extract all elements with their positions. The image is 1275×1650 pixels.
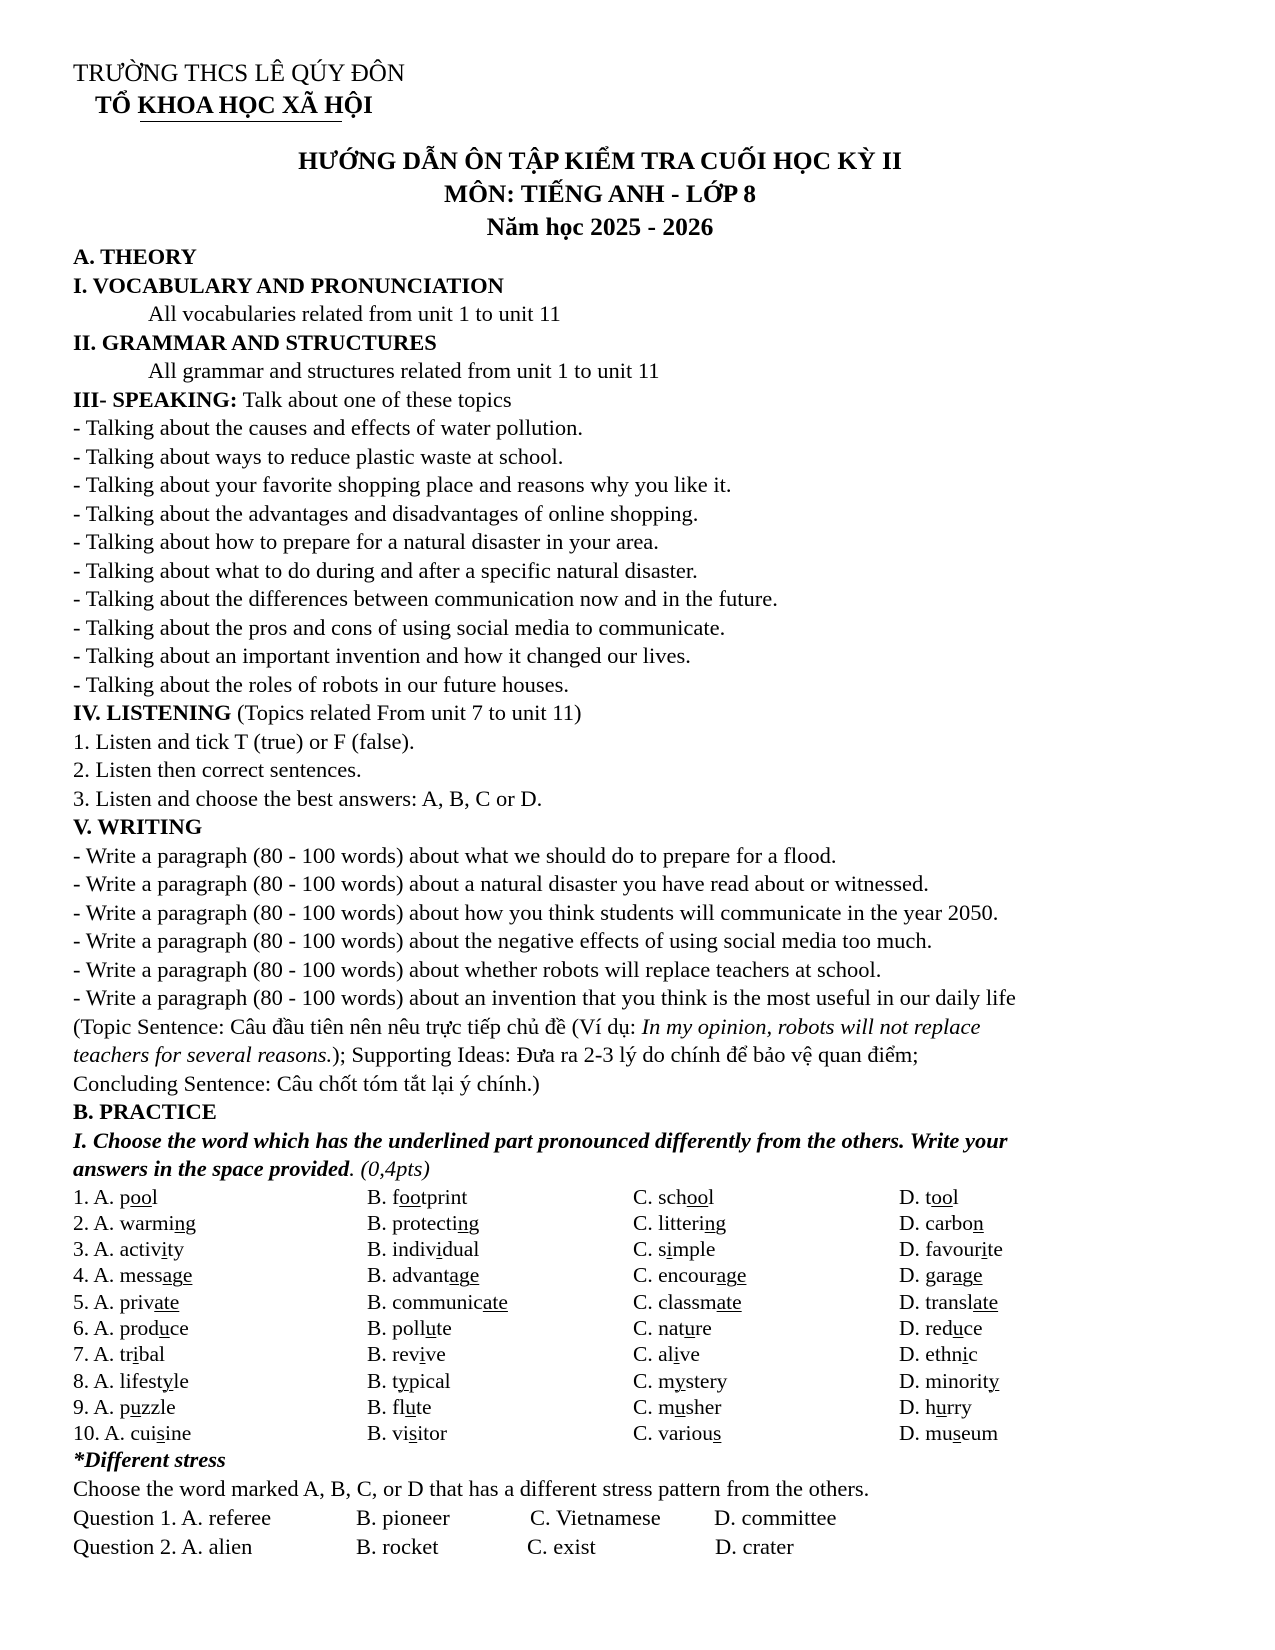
section-theory-heading: A. THEORY (73, 244, 197, 269)
stress-option: B. rocket (356, 1534, 439, 1560)
underlined-sound: oo (130, 1184, 152, 1209)
option-text: D. minorit (899, 1368, 989, 1393)
answer-option (73, 1368, 367, 1394)
option-text-end: c (968, 1342, 978, 1367)
answer-option (73, 1236, 367, 1262)
underlined-sound: ate (973, 1289, 999, 1314)
underlined-sound: ng (174, 1210, 197, 1235)
option-text: B. f (367, 1184, 400, 1209)
underlined-sound: i (132, 1342, 139, 1367)
pronunciation-question-row (73, 1289, 1213, 1315)
underlined-sound: oo (399, 1184, 421, 1209)
underlined-sound: i (161, 1237, 168, 1262)
underlined-sound: u (684, 1315, 696, 1340)
underlined-sound: age (952, 1263, 983, 1288)
option-text: 1. A. p (73, 1184, 131, 1209)
practice-part1-points: . (0,4pts) (349, 1156, 430, 1181)
writing-note-line-1 (73, 1013, 1213, 1042)
option-text: B. rev (367, 1342, 420, 1367)
answer-option (899, 1210, 984, 1236)
writing-task-list (73, 842, 1213, 1013)
listening-task-list (73, 728, 1213, 814)
underlined-sound: u (405, 1394, 416, 1419)
option-text: C. m (633, 1368, 675, 1393)
option-text: 8. A. lifest (73, 1368, 163, 1393)
section-practice-heading: B. PRACTICE (73, 1099, 217, 1124)
answer-option (367, 1210, 633, 1236)
pronunciation-question-row (73, 1420, 1213, 1446)
underlined-sound: s (156, 1421, 165, 1446)
writing-note-example-end: teachers for several reasons. (73, 1042, 333, 1067)
option-text-end: rry (946, 1394, 972, 1419)
option-text: C. variou (633, 1421, 714, 1446)
option-text: D. ethn (899, 1342, 963, 1367)
speaking-topic: - Talking about your favorite shopping place and reasons why you like it. (73, 472, 732, 497)
document-page (73, 58, 1213, 1561)
underlined-sound: i (673, 1342, 680, 1367)
speaking-heading-line (73, 386, 1213, 415)
answer-option (367, 1289, 633, 1315)
option-text: B. poll (367, 1315, 426, 1340)
underlined-sound: y (398, 1368, 409, 1393)
underlined-sound: ate (482, 1289, 508, 1314)
option-text-end: ve (425, 1342, 446, 1367)
listening-intro: (Topics related From unit 7 to unit 11) (231, 700, 582, 725)
option-text-end: le (173, 1368, 189, 1393)
writing-note-text: (Topic Sentence: Câu đầu tiên nên nêu trực tiếp chủ đề (Ví dụ: (73, 1013, 642, 1039)
stress-question-row (73, 1503, 1213, 1532)
listening-task: 1. Listen and tick T (true) or F (false). (73, 728, 415, 754)
writing-task: - Write a paragraph (80 - 100 words) about whether robots will replace teachers at school. (73, 956, 882, 982)
vocab-text: All vocabularies related from unit 1 to unit 11 (148, 301, 561, 326)
answer-option (633, 1341, 899, 1367)
answer-option (367, 1341, 633, 1367)
option-text-end: ty (167, 1237, 185, 1262)
option-text-end: ve (679, 1342, 700, 1367)
option-text-end: tprint (420, 1184, 468, 1209)
option-text-end: zzle (141, 1394, 176, 1419)
option-text: D. h (899, 1394, 937, 1419)
speaking-topic: - Talking about the advantages and disadvantages of online shopping. (73, 500, 699, 526)
listening-task: 2. Listen then correct sentences. (73, 757, 362, 782)
option-text: B. vi (367, 1421, 409, 1446)
practice-part1-title-line2 (73, 1155, 1213, 1184)
option-text-end: l (151, 1184, 158, 1209)
option-text-end: eum (961, 1421, 999, 1446)
option-text: 4. A. mess (73, 1263, 163, 1288)
writing-heading: V. WRITING (73, 814, 203, 839)
writing-task: - Write a paragraph (80 - 100 words) about the negative effects of using social media too much. (73, 928, 933, 953)
answer-option (633, 1289, 899, 1315)
pronunciation-question-row (73, 1315, 1213, 1341)
answer-option (367, 1420, 633, 1446)
underlined-sound: u (952, 1315, 964, 1340)
answer-option (633, 1394, 899, 1420)
pronunciation-question-row (73, 1184, 1213, 1210)
answer-option (633, 1262, 899, 1288)
underlined-sound: i (436, 1237, 443, 1262)
option-text: D. transl (899, 1289, 974, 1314)
speaking-topic: - Talking about an important invention and how it changed our lives. (73, 643, 691, 668)
option-text-end: ce (963, 1315, 983, 1340)
speaking-topic: - Talking about the causes and effects of water pollution. (73, 415, 583, 440)
practice-part1-title-end: answers in the space provided (73, 1156, 350, 1181)
option-text: C. al (633, 1342, 674, 1367)
stress-heading: *Different stress (73, 1447, 226, 1473)
department-name: TỔ KHOA HỌC XÃ HỘI (95, 92, 373, 119)
option-text: 7. A. tr (73, 1342, 133, 1367)
underlined-sound: oo (931, 1184, 953, 1209)
underlined-sound: ng (704, 1210, 727, 1235)
option-text: C. s (633, 1237, 667, 1262)
writing-note-supporting: ); Supporting Ideas: Đưa ra 2-3 lý do chính để bảo vệ quan điểm; (332, 1042, 919, 1067)
option-text: D. favour (899, 1237, 982, 1262)
school-name: TRƯỜNG THCS LÊ QÚY ĐÔN (73, 60, 405, 87)
option-text: 6. A. prod (73, 1315, 159, 1340)
pronunciation-question-row (73, 1341, 1213, 1367)
answer-option (73, 1262, 367, 1288)
option-text-end: itor (417, 1421, 448, 1446)
underlined-sound: y (988, 1368, 1000, 1393)
underlined-sound: u (130, 1394, 142, 1419)
option-text-end: pical (408, 1368, 451, 1393)
answer-option (73, 1210, 367, 1236)
writing-task: - Write a paragraph (80 - 100 words) about an invention that you think is the most useful in our daily life (73, 985, 1016, 1010)
underlined-sound: u (425, 1315, 437, 1340)
underlined-sound: i (419, 1342, 426, 1367)
answer-option (367, 1184, 633, 1210)
writing-note-example: In my opinion, robots will not replace (641, 1013, 981, 1039)
answer-option (899, 1368, 999, 1394)
option-text-end: dual (442, 1237, 480, 1262)
speaking-topic: - Talking about how to prepare for a natural disaster in your area. (73, 529, 659, 554)
underlined-sound: s (408, 1421, 418, 1446)
underlined-sound: u (674, 1394, 686, 1419)
answer-option (899, 1236, 1003, 1262)
stress-option: C. Vietnamese (530, 1505, 661, 1531)
option-text: C. classm (633, 1289, 717, 1314)
writing-note-line-3: Concluding Sentence: Câu chốt tóm tắt lại ý chính.) (73, 1070, 540, 1096)
option-text: B. indiv (367, 1237, 437, 1262)
vocab-heading: I. VOCABULARY AND PRONUNCIATION (73, 272, 504, 298)
speaking-intro: Talk about one of these topics (237, 386, 512, 412)
answer-option (367, 1236, 633, 1262)
option-text-end: te (436, 1315, 452, 1340)
answer-option (73, 1184, 367, 1210)
stress-question-row (73, 1532, 1213, 1561)
option-text: C. encour (633, 1263, 717, 1288)
option-text: C. nat (633, 1315, 685, 1340)
answer-option (367, 1262, 633, 1288)
option-text: B. protecti (367, 1210, 458, 1235)
answer-option (73, 1394, 367, 1420)
answer-option (633, 1420, 899, 1446)
underlined-sound: age (162, 1263, 193, 1288)
listening-heading-line (73, 699, 1213, 728)
underlined-sound: oo (686, 1184, 709, 1209)
underlined-sound: y (162, 1368, 174, 1393)
option-text-end: sher (685, 1394, 722, 1419)
answer-option (899, 1184, 959, 1210)
practice-part1-title: I. Choose the word which has the underlined part pronounced differently from the others. Write your (73, 1127, 1008, 1153)
underlined-sound: ng (457, 1210, 480, 1235)
answer-option (899, 1262, 983, 1288)
answer-option (73, 1341, 367, 1367)
option-text: C. litteri (633, 1210, 705, 1235)
option-text: 2. A. warmi (73, 1210, 175, 1235)
answer-option (899, 1289, 998, 1315)
option-text-end: mple (672, 1237, 716, 1262)
option-text-end: bal (138, 1342, 165, 1367)
option-text: C. sch (633, 1184, 687, 1209)
answer-option (73, 1420, 367, 1446)
answer-option (633, 1315, 899, 1341)
speaking-heading: III- SPEAKING: (73, 386, 238, 412)
option-text: D. red (899, 1315, 953, 1340)
answer-option (73, 1315, 367, 1341)
speaking-topic: - Talking about ways to reduce plastic waste at school. (73, 443, 564, 469)
pronunciation-question-row (73, 1210, 1213, 1236)
option-text: B. t (367, 1368, 399, 1393)
option-text-end: l (708, 1184, 715, 1209)
stress-option: D. crater (715, 1534, 794, 1560)
option-text: D. mu (899, 1421, 953, 1446)
answer-option (633, 1210, 899, 1236)
option-text-end: te (987, 1237, 1003, 1262)
underlined-sound: s (952, 1421, 962, 1446)
option-text: 9. A. p (73, 1394, 131, 1419)
pronunciation-question-table (73, 1184, 1213, 1447)
underlined-sound: i (981, 1237, 988, 1262)
pronunciation-question-row (73, 1236, 1213, 1262)
option-text: B. fl (367, 1394, 406, 1419)
writing-task: - Write a paragraph (80 - 100 words) about what we should do to prepare for a flood. (73, 842, 837, 868)
option-text: 5. A. priv (73, 1289, 155, 1314)
writing-task: - Write a paragraph (80 - 100 words) about a natural disaster you have read about or witnessed. (73, 871, 929, 896)
listening-task: 3. Listen and choose the best answers: A, B, C or D. (73, 785, 543, 811)
option-text: D. gar (899, 1263, 953, 1288)
answer-option (899, 1394, 972, 1420)
option-text-end: ce (169, 1315, 189, 1340)
option-text: B. communic (367, 1289, 483, 1314)
underlined-sound: i (666, 1237, 673, 1262)
answer-option (899, 1341, 978, 1367)
underlined-sound: ate (154, 1289, 180, 1314)
option-text: 10. A. cui (73, 1421, 157, 1446)
option-text: D. carbo (899, 1210, 974, 1235)
stress-option: Question 2. A. alien (73, 1534, 253, 1560)
option-text: C. m (633, 1394, 675, 1419)
option-text-end: l (952, 1184, 959, 1209)
stress-option: C. exist (527, 1534, 596, 1560)
underlined-sound: i (962, 1342, 969, 1367)
writing-note-line-2 (73, 1041, 1213, 1070)
answer-option (633, 1368, 899, 1394)
underlined-sound: u (936, 1394, 947, 1419)
answer-option (899, 1420, 998, 1446)
speaking-topic: - Talking about what to do during and after a specific natural disaster. (73, 557, 698, 583)
option-text: D. t (899, 1184, 932, 1209)
option-text: 3. A. activ (73, 1237, 162, 1262)
listening-heading: IV. LISTENING (73, 700, 232, 725)
answer-option (367, 1394, 633, 1420)
option-text-end: re (695, 1315, 712, 1340)
doc-school-year: Năm học 2025 - 2026 (486, 212, 714, 241)
grammar-text: All grammar and structures related from unit 1 to unit 11 (148, 358, 660, 383)
speaking-topic-list (73, 414, 1213, 699)
answer-option (367, 1315, 633, 1341)
answer-option (73, 1289, 367, 1315)
underlined-sound: n (973, 1210, 984, 1235)
answer-option (633, 1184, 899, 1210)
stress-option: D. committee (714, 1505, 837, 1531)
underlined-sound: age (716, 1263, 747, 1288)
underlined-sound: y (674, 1368, 686, 1393)
speaking-topic: - Talking about the pros and cons of using social media to communicate. (73, 614, 726, 640)
pronunciation-question-row (73, 1262, 1213, 1288)
stress-option: Question 1. A. referee (73, 1505, 272, 1531)
underlined-sound: ate (716, 1289, 742, 1314)
answer-option (899, 1315, 983, 1341)
answer-option (367, 1368, 633, 1394)
underlined-sound: age (449, 1263, 480, 1288)
pronunciation-question-row (73, 1394, 1213, 1420)
doc-subject: MÔN: TIẾNG ANH - LỚP 8 (444, 179, 756, 208)
grammar-heading: II. GRAMMAR AND STRUCTURES (73, 329, 437, 355)
speaking-topic: - Talking about the differences between communication now and in the future. (73, 586, 778, 611)
stress-question-list (73, 1503, 1213, 1561)
answer-option (633, 1236, 899, 1262)
speaking-topic: - Talking about the roles of robots in our future houses. (73, 671, 570, 697)
pronunciation-question-row (73, 1368, 1213, 1394)
writing-task: - Write a paragraph (80 - 100 words) about how you think students will communicate in the year 2050. (73, 899, 999, 925)
option-text-end: te (415, 1394, 432, 1419)
stress-option: B. pioneer (356, 1505, 450, 1531)
option-text: B. advant (367, 1263, 450, 1288)
doc-title: HƯỚNG DẪN ÔN TẬP KIỂM TRA CUỐI HỌC KỲ II (298, 146, 902, 175)
option-text-end: ine (164, 1421, 192, 1446)
option-text-end: stery (685, 1368, 728, 1393)
underlined-sound: u (159, 1315, 170, 1340)
stress-instruction: Choose the word marked A, B, C, or D that has a different stress pattern from the others. (73, 1475, 870, 1501)
underlined-sound: s (713, 1421, 722, 1446)
